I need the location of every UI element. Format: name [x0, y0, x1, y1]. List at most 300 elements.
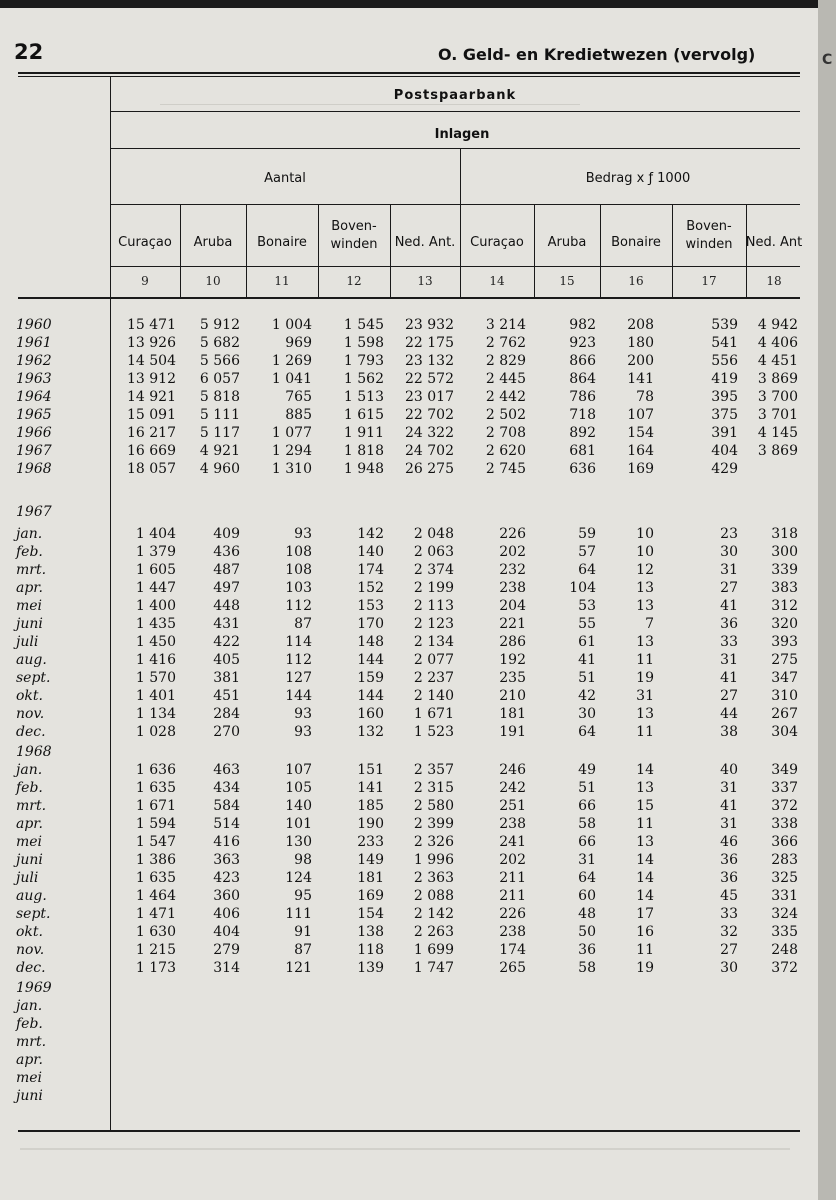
col-divider: [180, 204, 181, 298]
table-cell: 2 399: [413, 816, 454, 832]
table-cell: 19: [636, 960, 654, 976]
table-cell: 404: [213, 924, 240, 940]
table-cell: 338: [771, 816, 798, 832]
table-cell: 1 671: [413, 706, 454, 722]
table-cell: 451: [213, 688, 240, 704]
table-cell: 45: [720, 888, 738, 904]
table-cell: 431: [213, 616, 240, 632]
table-cell: 2 374: [413, 562, 454, 578]
table-cell: 584: [213, 798, 240, 814]
table-cell: 2 580: [413, 798, 454, 814]
table-cell: 93: [294, 724, 312, 740]
table-cell: 514: [213, 816, 240, 832]
table-cell: 41: [720, 798, 738, 814]
table-cell: 60: [578, 888, 596, 904]
table-cell: 1 294: [271, 443, 312, 459]
table-cell: 284: [213, 706, 240, 722]
table-cell: 4 451: [757, 353, 798, 369]
table-cell: 1 173: [135, 960, 176, 976]
table-cell: 2 140: [413, 688, 454, 704]
table-cell: 144: [285, 688, 312, 704]
column-number: 15: [559, 274, 575, 288]
table-cell: 541: [711, 335, 738, 351]
table-cell: 3 214: [485, 317, 526, 333]
table-cell: 14: [636, 888, 654, 904]
table-cell: 286: [499, 634, 526, 650]
table-cell: 2 088: [413, 888, 454, 904]
table-cell: 1 310: [271, 461, 312, 477]
table-cell: 1 747: [413, 960, 454, 976]
table-cell: 1 911: [343, 425, 384, 441]
table-cell: 233: [357, 834, 384, 850]
table-cell: 112: [285, 598, 312, 614]
row-label: feb.: [16, 780, 43, 796]
table-cell: 2 829: [485, 353, 526, 369]
row-label: 1963: [16, 371, 52, 387]
table-cell: 27: [720, 688, 738, 704]
table-cell: 141: [357, 780, 384, 796]
table-cell: 148: [357, 634, 384, 650]
table-cell: 144: [357, 688, 384, 704]
table-cell: 22 702: [405, 407, 454, 423]
table-cell: 3 869: [757, 371, 798, 387]
row-label: 1967: [16, 504, 52, 520]
table-cell: 204: [499, 598, 526, 614]
table-cell: 1 948: [343, 461, 384, 477]
row-label: mrt.: [16, 798, 47, 814]
column-label: Bonaire: [257, 235, 307, 250]
table-cell: 151: [357, 762, 384, 778]
table-cell: 57: [578, 544, 596, 560]
table-cell: 192: [499, 652, 526, 668]
col-divider: [672, 204, 673, 298]
table-cell: 238: [499, 580, 526, 596]
table-cell: 31: [636, 688, 654, 704]
table-cell: 335: [771, 924, 798, 940]
table-cell: 270: [213, 724, 240, 740]
table-cell: 226: [499, 526, 526, 542]
table-cell: 13: [636, 580, 654, 596]
table-cell: 923: [569, 335, 596, 351]
table-cell: 539: [711, 317, 738, 333]
row-label: aug.: [16, 652, 47, 668]
column-label: Ned. Ant: [745, 235, 803, 250]
table-cell: 51: [578, 780, 596, 796]
table-cell: 93: [294, 706, 312, 722]
table-cell: 51: [578, 670, 596, 686]
table-cell: 121: [285, 960, 312, 976]
table-cell: 241: [499, 834, 526, 850]
row-label: jan.: [16, 526, 43, 542]
table-cell: 383: [771, 580, 798, 596]
row-label: feb.: [16, 1016, 43, 1032]
table-cell: 3 869: [757, 443, 798, 459]
table-cell: 5 818: [199, 389, 240, 405]
row-label: apr.: [16, 1052, 43, 1068]
table-cell: 38: [720, 724, 738, 740]
table-cell: 1 215: [135, 942, 176, 958]
table-cell: 1 416: [135, 652, 176, 668]
table-cell: 765: [285, 389, 312, 405]
column-number: 13: [417, 274, 433, 288]
table-cell: 320: [771, 616, 798, 632]
table-cell: 111: [285, 906, 312, 922]
table-cell: 211: [499, 888, 526, 904]
row-label: dec.: [16, 960, 46, 976]
table-cell: 58: [578, 960, 596, 976]
row-label: 1969: [16, 980, 52, 996]
table-cell: 487: [213, 562, 240, 578]
table-cell: 1 630: [135, 924, 176, 940]
table-cell: 2 315: [413, 780, 454, 796]
table-cell: 210: [499, 688, 526, 704]
row-label: juli: [16, 870, 39, 886]
row-label: 1968: [16, 744, 52, 760]
table-cell: 23 132: [405, 353, 454, 369]
table-cell: 864: [569, 371, 596, 387]
table-cell: 405: [213, 652, 240, 668]
col-divider: [390, 204, 391, 298]
table-cell: 30: [720, 544, 738, 560]
table-cell: 33: [720, 634, 738, 650]
col-divider: [318, 204, 319, 298]
table-cell: 160: [357, 706, 384, 722]
table-cell: 1 996: [413, 852, 454, 868]
row-label: 1967: [16, 443, 52, 459]
top-rule: [18, 72, 800, 74]
table-cell: 238: [499, 924, 526, 940]
table-cell: 140: [357, 544, 384, 560]
row-label: mei: [16, 834, 43, 850]
table-cell: 391: [711, 425, 738, 441]
table-cell: 409: [213, 526, 240, 542]
table-cell: 1 400: [135, 598, 176, 614]
table-cell: 105: [285, 780, 312, 796]
row-label: juni: [16, 1088, 43, 1104]
table-cell: 232: [499, 562, 526, 578]
rule-under-inlagen: [110, 148, 800, 149]
table-cell: 36: [720, 870, 738, 886]
table-cell: 32: [720, 924, 738, 940]
table-cell: 138: [357, 924, 384, 940]
table-cell: 27: [720, 580, 738, 596]
row-label: feb.: [16, 544, 43, 560]
table-cell: 372: [771, 798, 798, 814]
row-label: 1965: [16, 407, 52, 423]
table-cell: 16: [636, 924, 654, 940]
table-cell: 318: [771, 526, 798, 542]
table-cell: 130: [285, 834, 312, 850]
col-divider: [246, 204, 247, 298]
table-cell: 5 912: [199, 317, 240, 333]
row-label: juni: [16, 852, 43, 868]
table-cell: 2 142: [413, 906, 454, 922]
table-cell: 2 123: [413, 616, 454, 632]
table-cell: 7: [645, 616, 654, 632]
column-number: 12: [346, 274, 362, 288]
table-cell: 103: [285, 580, 312, 596]
rule-under-group: [110, 111, 800, 112]
column-label: Curaçao: [118, 235, 172, 250]
row-label: 1962: [16, 353, 52, 369]
table-cell: 892: [569, 425, 596, 441]
row-label: nov.: [16, 942, 45, 958]
group-header: Postspaarbank: [393, 88, 517, 103]
row-label: mei: [16, 598, 43, 614]
table-cell: 235: [499, 670, 526, 686]
row-label: 1960: [16, 317, 52, 333]
table-cell: 164: [627, 443, 654, 459]
table-cell: 2 077: [413, 652, 454, 668]
table-cell: 636: [569, 461, 596, 477]
table-cell: 2 502: [485, 407, 526, 423]
bleed-through: [20, 1148, 790, 1150]
table-cell: 23 932: [405, 317, 454, 333]
table-cell: 17: [636, 906, 654, 922]
table-cell: 181: [357, 870, 384, 886]
table-cell: 416: [213, 834, 240, 850]
table-cell: 1 401: [135, 688, 176, 704]
table-cell: 190: [357, 816, 384, 832]
table-cell: 969: [285, 335, 312, 351]
column-number: 10: [205, 274, 221, 288]
adjacent-page-letter: C: [822, 52, 833, 68]
column-label: Boven- winden: [685, 219, 733, 252]
table-cell: 1 435: [135, 616, 176, 632]
table-cell: 114: [285, 634, 312, 650]
row-label: 1968: [16, 461, 52, 477]
table-cell: 132: [357, 724, 384, 740]
table-cell: 347: [771, 670, 798, 686]
table-cell: 404: [711, 443, 738, 459]
table-cell: 59: [578, 526, 596, 542]
table-cell: 5 117: [199, 425, 240, 441]
table-cell: 314: [213, 960, 240, 976]
table-cell: 107: [627, 407, 654, 423]
table-cell: 1 818: [343, 443, 384, 459]
row-label: sept.: [16, 670, 51, 686]
table-cell: 16 669: [127, 443, 176, 459]
table-cell: 13: [636, 780, 654, 796]
table-cell: 226: [499, 906, 526, 922]
table-cell: 144: [357, 652, 384, 668]
stub-divider: [110, 76, 111, 1132]
table-cell: 304: [771, 724, 798, 740]
table-cell: 64: [578, 562, 596, 578]
table-cell: 4 145: [757, 425, 798, 441]
table-cell: 279: [213, 942, 240, 958]
row-label: jan.: [16, 762, 43, 778]
bottom-rule: [18, 1130, 800, 1132]
table-cell: 1 615: [343, 407, 384, 423]
table-cell: 153: [357, 598, 384, 614]
table-cell: 53: [578, 598, 596, 614]
table-cell: 112: [285, 652, 312, 668]
table-cell: 786: [569, 389, 596, 405]
table-cell: 1 699: [413, 942, 454, 958]
column-label: Bonaire: [611, 235, 661, 250]
column-number: 16: [628, 274, 644, 288]
table-cell: 366: [771, 834, 798, 850]
row-label: apr.: [16, 580, 43, 596]
table-cell: 1 523: [413, 724, 454, 740]
table-cell: 13 926: [127, 335, 176, 351]
table-cell: 78: [636, 389, 654, 405]
table-cell: 108: [285, 562, 312, 578]
table-cell: 200: [627, 353, 654, 369]
table-cell: 15 091: [127, 407, 176, 423]
table-cell: 13: [636, 598, 654, 614]
table-cell: 982: [569, 317, 596, 333]
table-cell: 13 912: [127, 371, 176, 387]
table-cell: 36: [720, 616, 738, 632]
table-cell: 1 635: [135, 780, 176, 796]
table-cell: 1 379: [135, 544, 176, 560]
table-cell: 24 322: [405, 425, 454, 441]
row-label: nov.: [16, 706, 45, 722]
table-cell: 30: [720, 960, 738, 976]
table-cell: 36: [720, 852, 738, 868]
table-cell: 31: [720, 780, 738, 796]
table-cell: 1 404: [135, 526, 176, 542]
table-cell: 310: [771, 688, 798, 704]
table-cell: 118: [357, 942, 384, 958]
table-cell: 98: [294, 852, 312, 868]
column-label: Ned. Ant.: [394, 235, 456, 250]
table-cell: 1 570: [135, 670, 176, 686]
table-cell: 3 700: [757, 389, 798, 405]
table-cell: 885: [285, 407, 312, 423]
table-cell: 91: [294, 924, 312, 940]
column-label: Aruba: [547, 235, 587, 250]
table-cell: 238: [499, 816, 526, 832]
table-cell: 251: [499, 798, 526, 814]
row-label: juni: [16, 616, 43, 632]
table-cell: 31: [720, 562, 738, 578]
table-cell: 14 504: [127, 353, 176, 369]
table-cell: 16 217: [127, 425, 176, 441]
table-cell: 36: [578, 942, 596, 958]
table-cell: 406: [213, 906, 240, 922]
table-cell: 363: [213, 852, 240, 868]
row-label: mrt.: [16, 562, 47, 578]
table-cell: 31: [720, 652, 738, 668]
table-cell: 2 762: [485, 335, 526, 351]
sub-header-inlagen: Inlagen: [434, 127, 490, 142]
row-label: juli: [16, 634, 39, 650]
table-cell: 246: [499, 762, 526, 778]
table-cell: 337: [771, 780, 798, 796]
table-cell: 6 057: [199, 371, 240, 387]
table-cell: 58: [578, 816, 596, 832]
table-cell: 4 960: [199, 461, 240, 477]
row-label: aug.: [16, 888, 47, 904]
table-cell: 14: [636, 852, 654, 868]
table-cell: 26 275: [405, 461, 454, 477]
column-number: 17: [701, 274, 717, 288]
rule-under-labels: [110, 266, 800, 267]
table-cell: 41: [720, 670, 738, 686]
table-cell: 2 442: [485, 389, 526, 405]
table-cell: 2 199: [413, 580, 454, 596]
rule-under-aantal: [110, 204, 800, 205]
table-cell: 2 620: [485, 443, 526, 459]
table-cell: 208: [627, 317, 654, 333]
table-cell: 5 566: [199, 353, 240, 369]
table-cell: 556: [711, 353, 738, 369]
table-cell: 13: [636, 706, 654, 722]
table-cell: 1 028: [135, 724, 176, 740]
table-cell: 202: [499, 544, 526, 560]
table-cell: 154: [357, 906, 384, 922]
page-number: 22: [14, 40, 44, 64]
rule-under-numbers: [18, 297, 800, 299]
table-cell: 5 682: [199, 335, 240, 351]
table-cell: 10: [636, 544, 654, 560]
table-cell: 497: [213, 580, 240, 596]
table-cell: 107: [285, 762, 312, 778]
table-cell: 1 562: [343, 371, 384, 387]
table-cell: 50: [578, 924, 596, 940]
table-cell: 2 048: [413, 526, 454, 542]
table-cell: 23: [720, 526, 738, 542]
table-cell: 180: [627, 335, 654, 351]
sub-header-aantal: Aantal: [264, 171, 306, 186]
table-cell: 360: [213, 888, 240, 904]
row-label: okt.: [16, 924, 43, 940]
table-cell: 152: [357, 580, 384, 596]
table-cell: 93: [294, 526, 312, 542]
table-cell: 104: [569, 580, 596, 596]
table-cell: 11: [636, 724, 654, 740]
table-cell: 49: [578, 762, 596, 778]
table-cell: 4 942: [757, 317, 798, 333]
table-cell: 61: [578, 634, 596, 650]
table-cell: 1 447: [135, 580, 176, 596]
table-cell: 174: [499, 942, 526, 958]
table-cell: 2 263: [413, 924, 454, 940]
table-cell: 395: [711, 389, 738, 405]
table-cell: 283: [771, 852, 798, 868]
table-cell: 1 598: [343, 335, 384, 351]
table-cell: 1 471: [135, 906, 176, 922]
table-cell: 141: [627, 371, 654, 387]
column-number: 9: [141, 274, 149, 288]
table-cell: 312: [771, 598, 798, 614]
table-cell: 1 386: [135, 852, 176, 868]
table-cell: 221: [499, 616, 526, 632]
table-cell: 2 113: [413, 598, 454, 614]
table-cell: 1 041: [271, 371, 312, 387]
table-cell: 242: [499, 780, 526, 796]
table-cell: 127: [285, 670, 312, 686]
col-divider: [600, 204, 601, 298]
table-cell: 41: [720, 598, 738, 614]
table-cell: 1 636: [135, 762, 176, 778]
table-cell: 1 594: [135, 816, 176, 832]
row-label: mrt.: [16, 1034, 47, 1050]
table-cell: 4 406: [757, 335, 798, 351]
table-cell: 185: [357, 798, 384, 814]
table-cell: 1 635: [135, 870, 176, 886]
table-cell: 2 237: [413, 670, 454, 686]
table-cell: 64: [578, 870, 596, 886]
column-number: 14: [489, 274, 505, 288]
table-cell: 1 134: [135, 706, 176, 722]
table-cell: 4 921: [199, 443, 240, 459]
table-cell: 248: [771, 942, 798, 958]
col-divider-main: [460, 148, 461, 298]
